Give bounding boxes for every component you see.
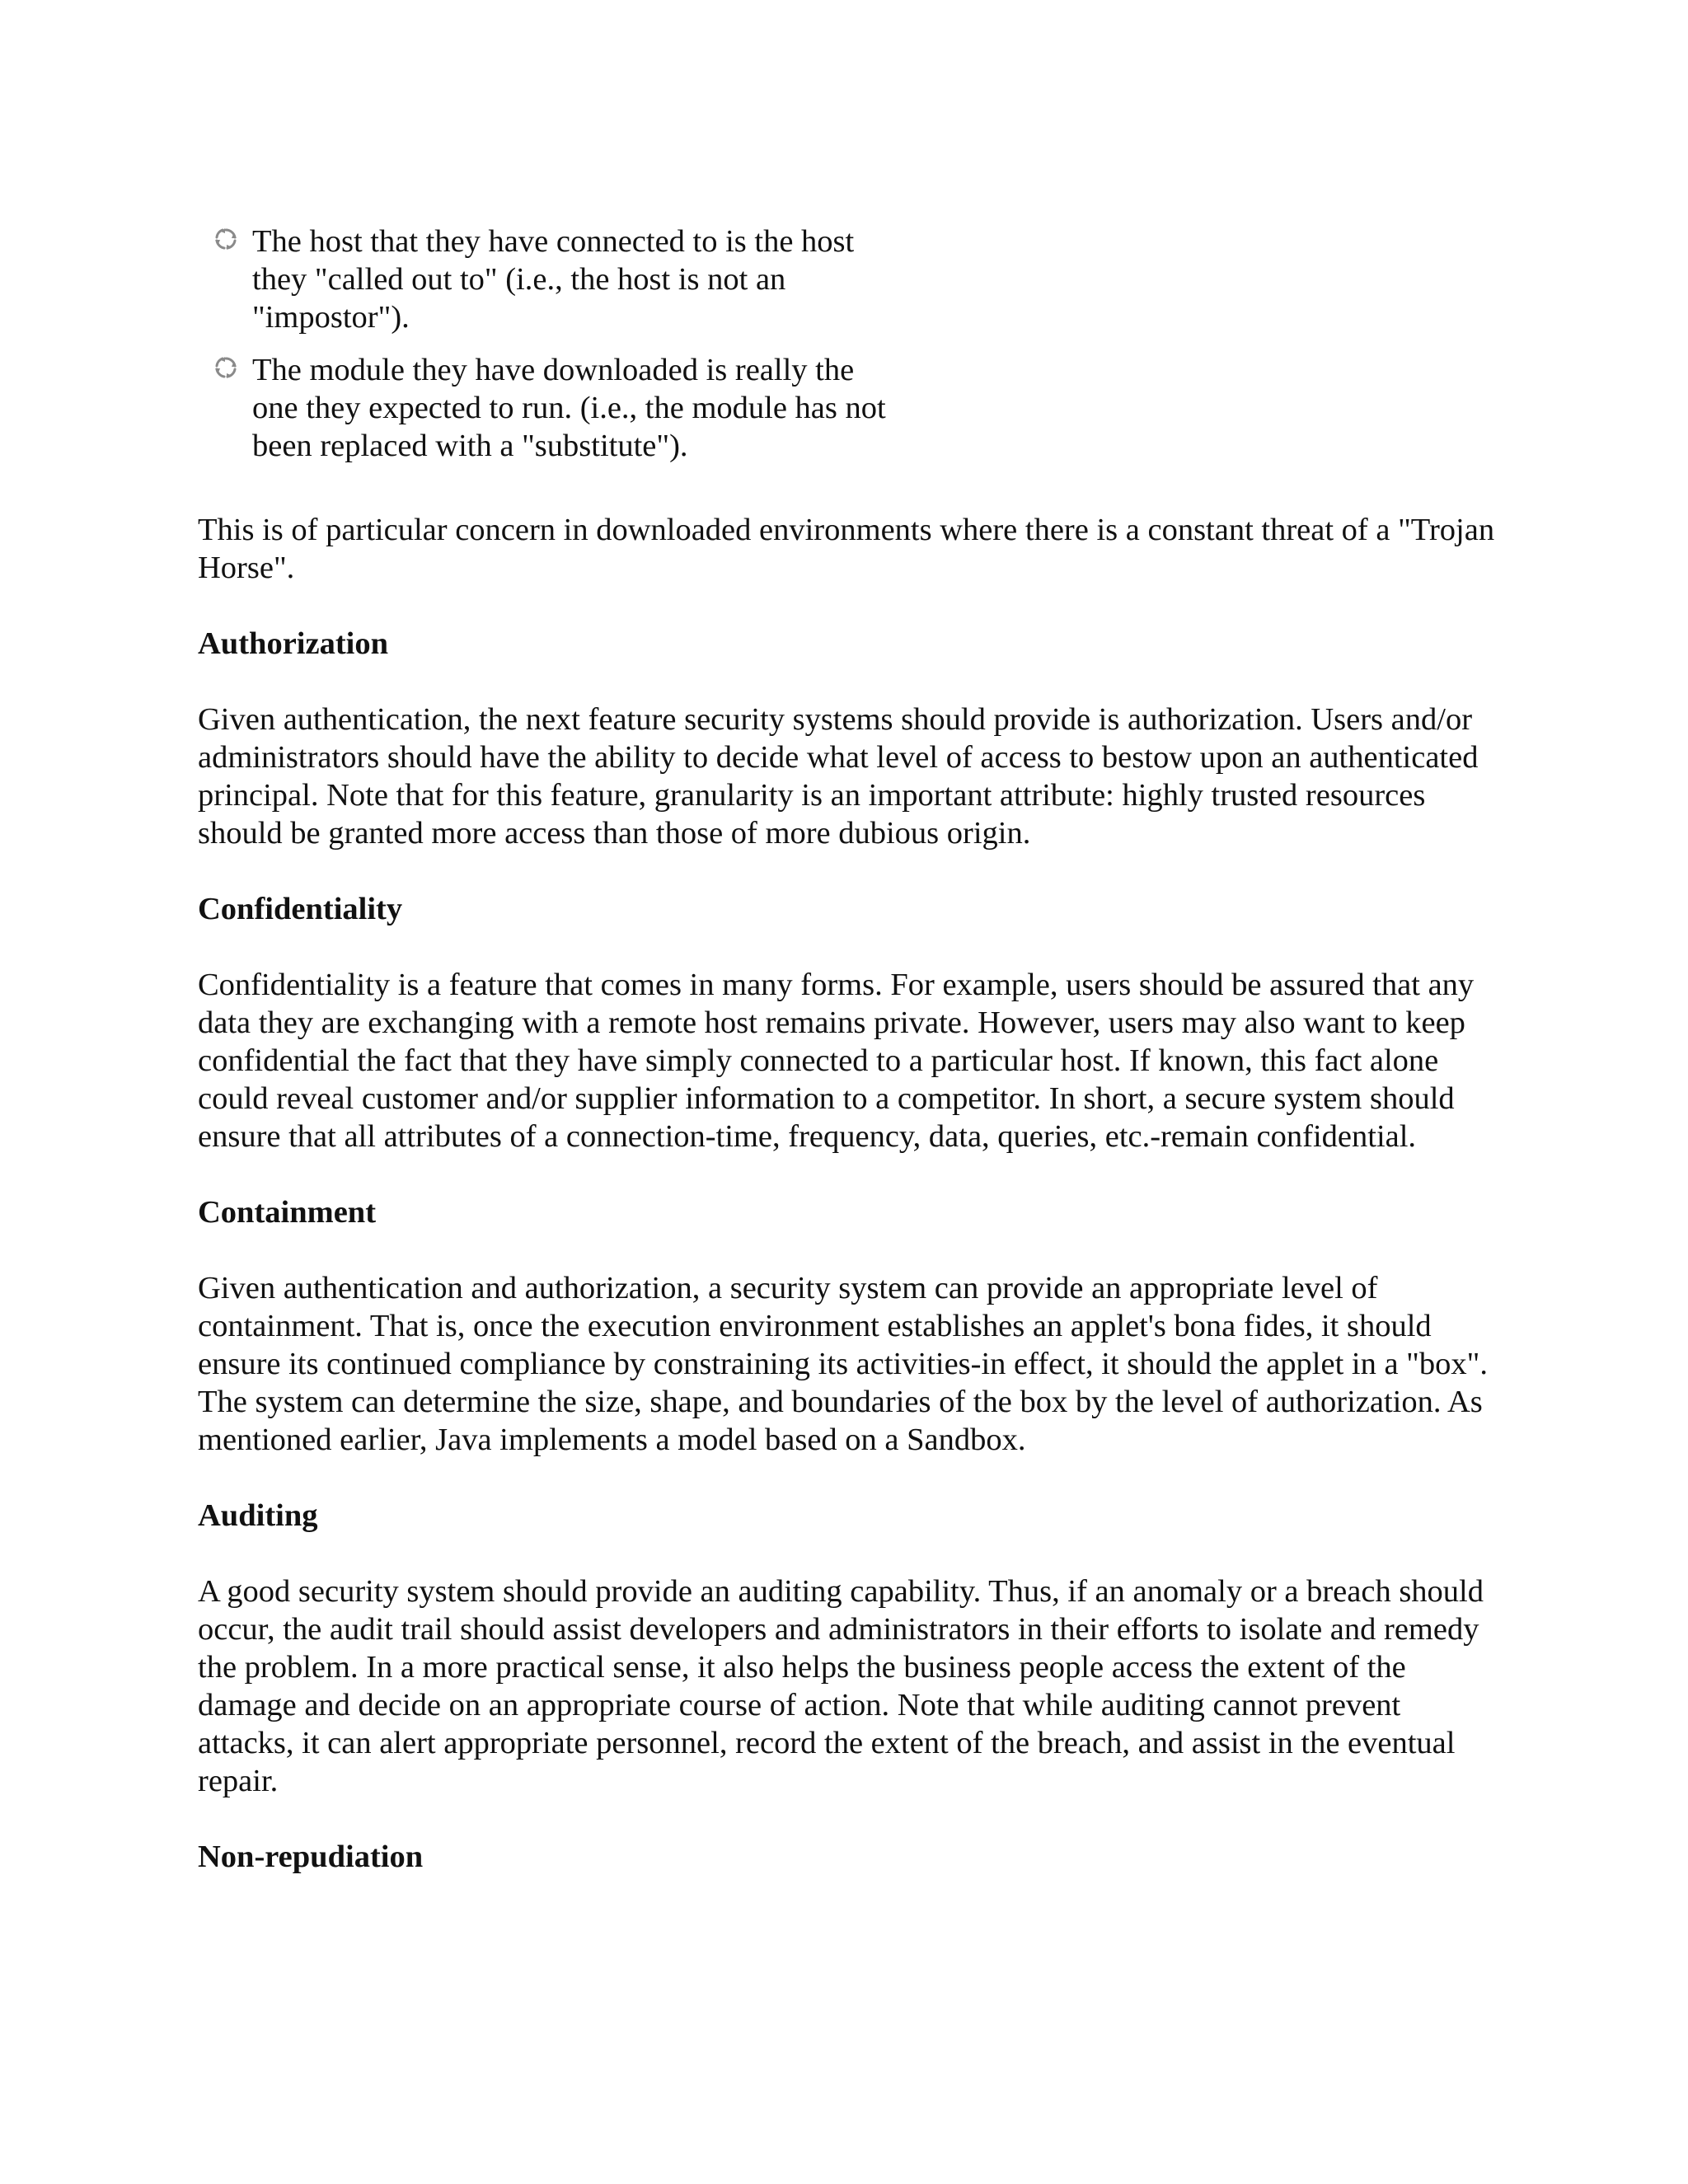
bullet-text: The module they have downloaded is really the one they expected to run. (i.e., the module has not been replaced with a "substitute"). — [252, 353, 886, 463]
section-heading-auditing: Auditing — [198, 1498, 318, 1533]
section-body-auditing: A good security system should provide an auditing capability. Thus, if an anomaly or a breach should occur, the audit trail should assist developers and administrators in their efforts to isolate and remedy the problem. In a more practical sense, it also helps the business people access the extent of the damage and decide on an appropriate course of action. Note that while auditing cannot prevent attacks, it can alert appropriate personnel, record the extent of the breach, and assist in the eventual repair. — [198, 1574, 1484, 1798]
document-body — [198, 511, 1500, 1914]
section-body-authorization: Given authentication, the next feature security systems should provide is authorization. Users and/or administrators should have the ability to decide what level of access to bestow upon an authenticated principal. Note that for this feature, granularity is an important attribute: highly trusted resources should be granted more access than those of more dubious origin. — [198, 702, 1479, 851]
bullet-item — [213, 351, 889, 465]
bullet-item — [213, 223, 889, 336]
swirl-bullet-icon — [213, 226, 239, 252]
section-heading-authorization: Authorization — [198, 626, 388, 661]
section-heading-confidentiality: Confidentiality — [198, 892, 403, 926]
bullet-text: The host that they have connected to is the host they "called out to" (i.e., the host is not an "impostor"). — [252, 224, 855, 335]
section-body-confidentiality: Confidentiality is a feature that comes in many forms. For example, users should be assured that any data they are exchanging with a remote host remains private. However, users may also want to keep confidential the fact that they have simply connected to a particular host. If known, this fact alone could reveal customer and/or supplier information to a competitor. In short, a secure system should ensure that all attributes of a connection-time, frequency, data, queries, etc.-remain confidential. — [198, 968, 1475, 1154]
bullet-list — [213, 223, 889, 480]
swirl-bullet-icon — [213, 354, 239, 381]
section-heading-containment: Containment — [198, 1195, 377, 1230]
intro-paragraph: This is of particular concern in downloaded environments where there is a constant threat of a "Trojan Horse". — [198, 513, 1495, 585]
section-body-containment: Given authentication and authorization, a security system can provide an appropriate level of containment. That is, once the execution environment establishes an applet's bona fides, it should ensure its continued compliance by constraining its activities-in effect, it should the applet in a "box". The system can determine the size, shape, and boundaries of the box by the level of authorization. As mentioned earlier, Java implements a model based on a Sandbox. — [198, 1271, 1488, 1457]
section-heading-non-repudiation: Non-repudiation — [198, 1840, 424, 1874]
